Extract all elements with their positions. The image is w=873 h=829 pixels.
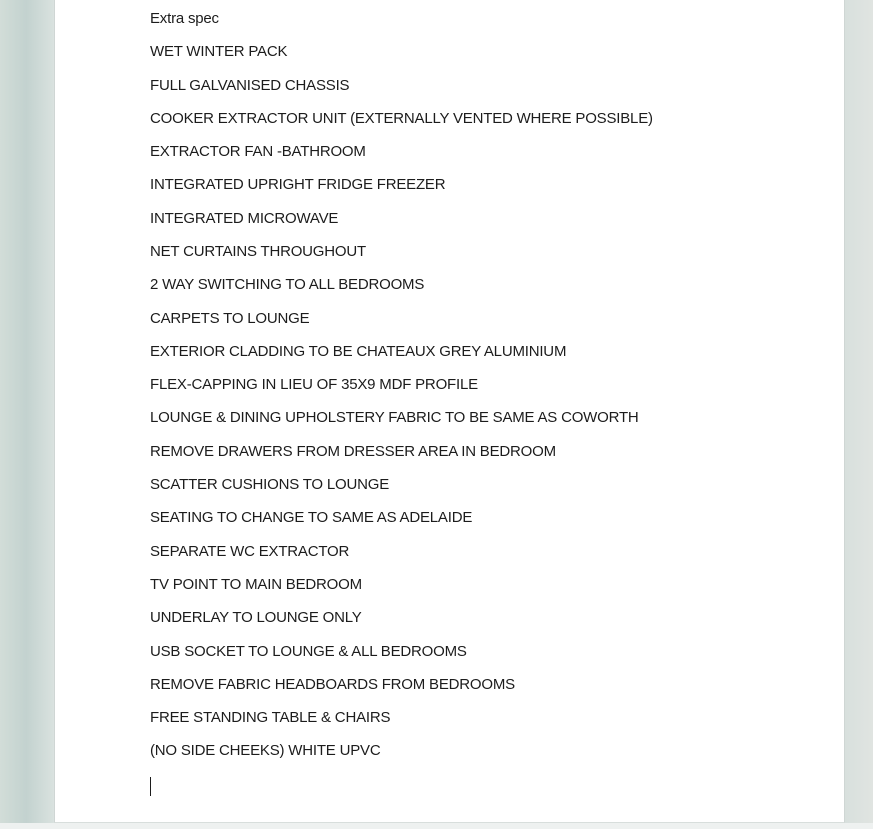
document-line[interactable]: Extra spec bbox=[150, 10, 219, 27]
document-line[interactable]: COOKER EXTRACTOR UNIT (EXTERNALLY VENTED WHERE POSSIBLE) bbox=[150, 110, 653, 127]
text-editor[interactable] bbox=[150, 0, 824, 822]
document-line[interactable]: USB SOCKET TO LOUNGE & ALL BEDROOMS bbox=[150, 643, 467, 660]
document-line[interactable]: SCATTER CUSHIONS TO LOUNGE bbox=[150, 476, 390, 493]
document-line[interactable]: FULL GALVANISED CHASSIS bbox=[150, 77, 350, 94]
document-line[interactable]: 2 WAY SWITCHING TO ALL BEDROOMS bbox=[150, 276, 425, 293]
document-line[interactable]: REMOVE DRAWERS FROM DRESSER AREA IN BEDROOM bbox=[150, 443, 556, 460]
document-line[interactable]: FREE STANDING TABLE & CHAIRS bbox=[150, 709, 391, 726]
document-line[interactable]: (NO SIDE CHEEKS) WHITE UPVC bbox=[150, 742, 381, 759]
document-line[interactable]: EXTRACTOR FAN -BATHROOM bbox=[150, 143, 366, 160]
document-line[interactable]: UNDERLAY TO LOUNGE ONLY bbox=[150, 609, 362, 626]
document-line[interactable]: SEATING TO CHANGE TO SAME AS ADELAIDE bbox=[150, 509, 473, 526]
document-line[interactable]: LOUNGE & DINING UPHOLSTERY FABRIC TO BE SAME AS COWORTH bbox=[150, 409, 639, 426]
document-line[interactable]: SEPARATE WC EXTRACTOR bbox=[150, 543, 350, 560]
document-line[interactable]: REMOVE FABRIC HEADBOARDS FROM BEDROOMS bbox=[150, 676, 515, 693]
page-bottom-edge bbox=[0, 823, 873, 829]
document-line[interactable]: TV POINT TO MAIN BEDROOM bbox=[150, 576, 362, 593]
document-line[interactable]: CARPETS TO LOUNGE bbox=[150, 310, 310, 327]
document-line[interactable]: INTEGRATED UPRIGHT FRIDGE FREEZER bbox=[150, 176, 446, 193]
document-line[interactable]: NET CURTAINS THROUGHOUT bbox=[150, 243, 366, 260]
document-line[interactable]: EXTERIOR CLADDING TO BE CHATEAUX GREY ALUMINIUM bbox=[150, 343, 567, 360]
document-page bbox=[54, 0, 845, 823]
document-line[interactable]: WET WINTER PACK bbox=[150, 43, 288, 60]
text-caret bbox=[150, 777, 151, 796]
document-line[interactable]: FLEX-CAPPING IN LIEU OF 35X9 MDF PROFILE bbox=[150, 376, 478, 393]
document-line[interactable]: INTEGRATED MICROWAVE bbox=[150, 210, 339, 227]
